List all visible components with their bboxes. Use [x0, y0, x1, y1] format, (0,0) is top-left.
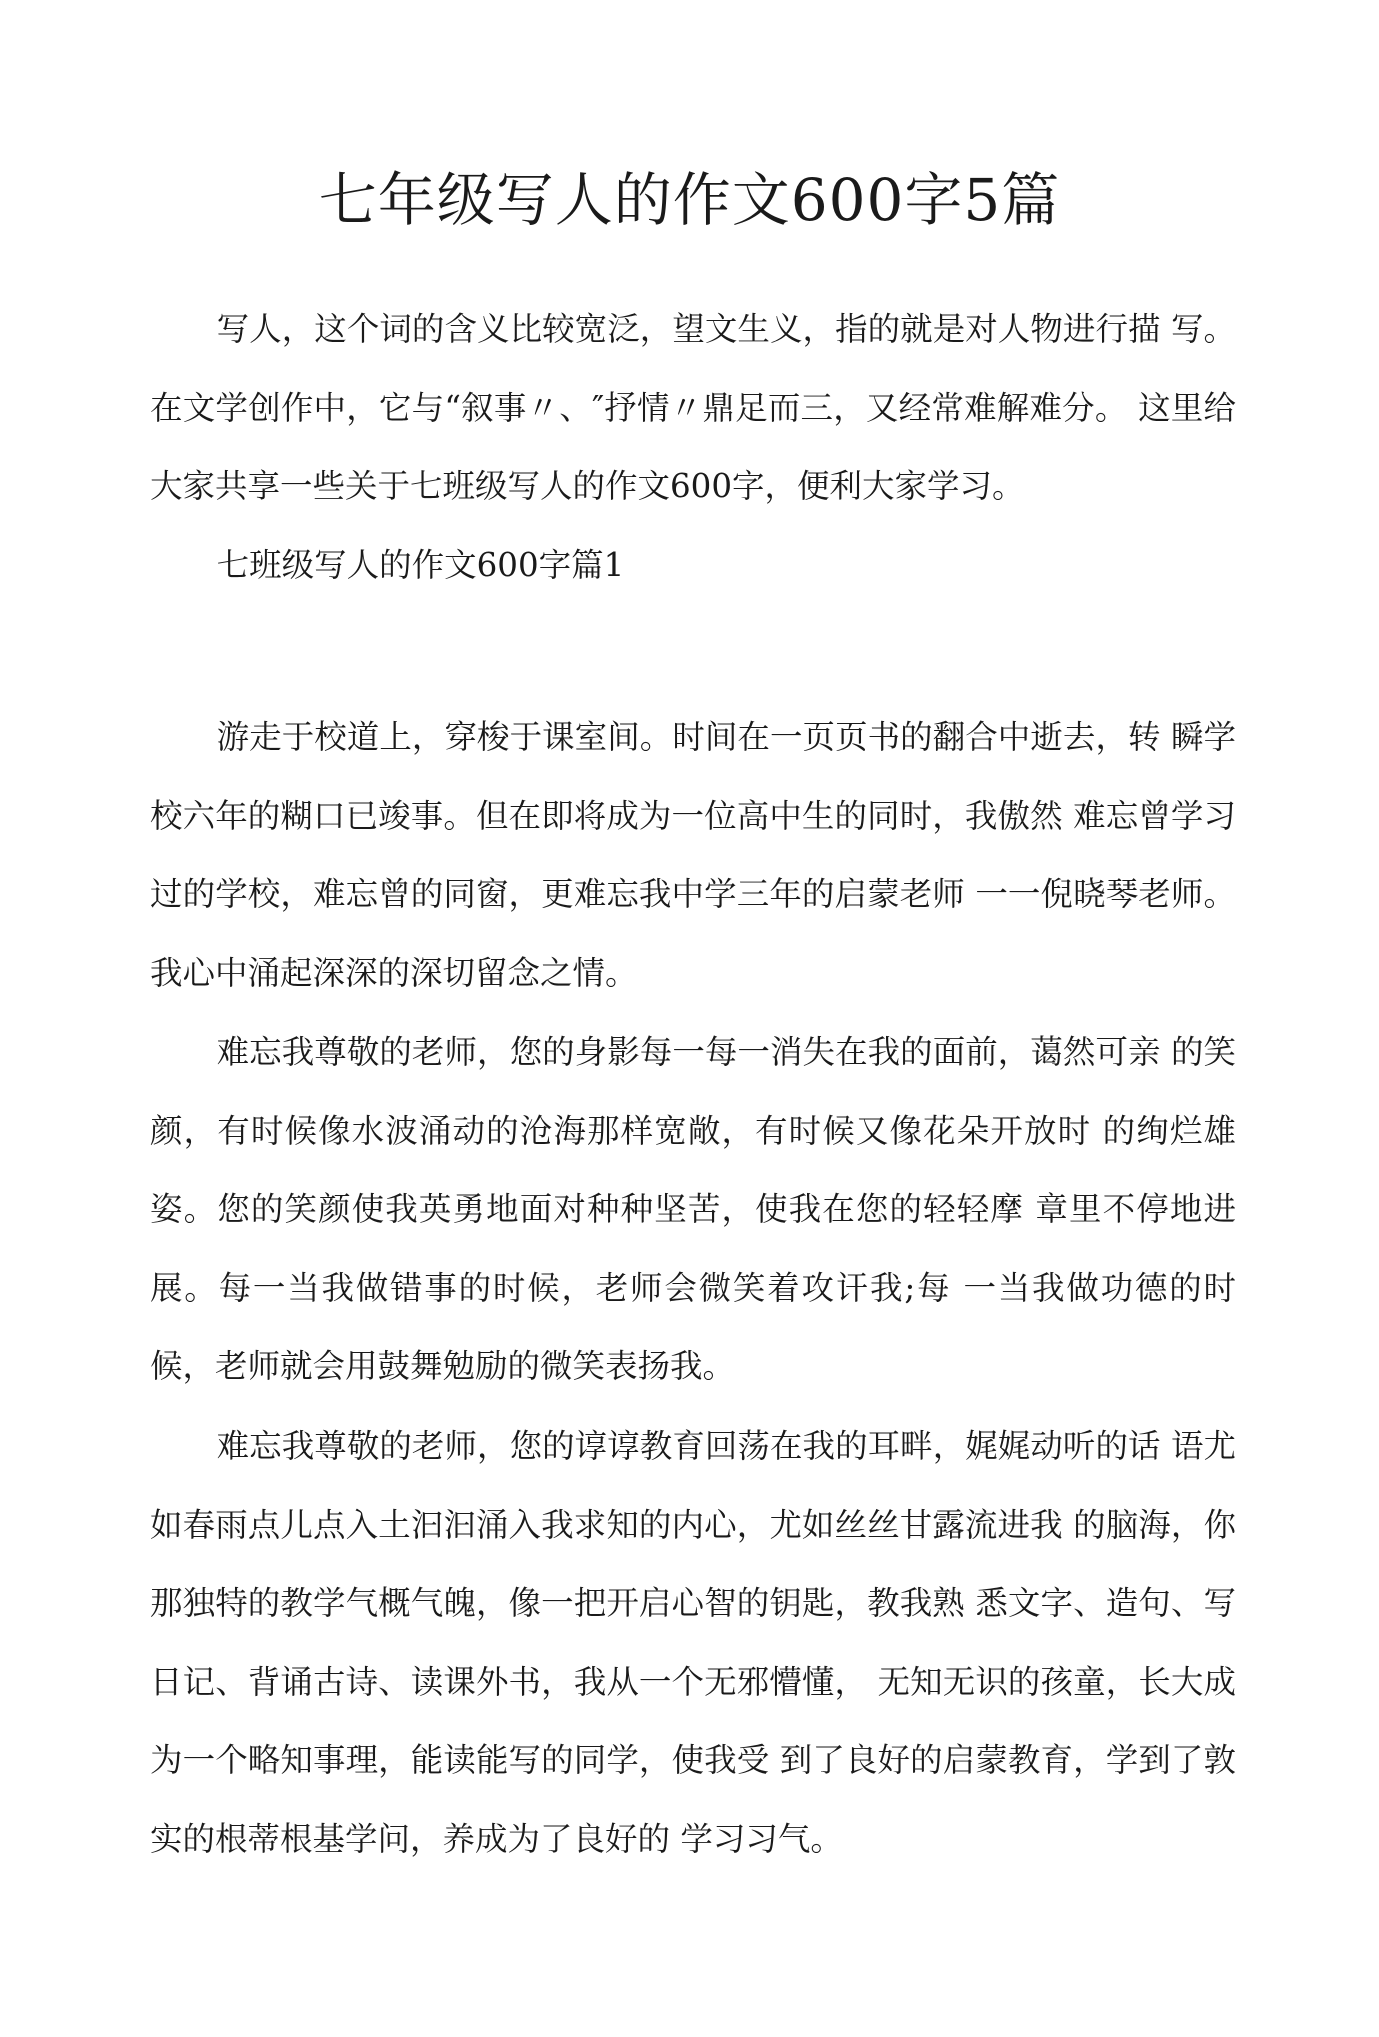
body-paragraph: 游走于校道上，穿梭于课室间。时间在一页页书的翻合中逝去，转 瞬学校六年的糊口已竣事。但在即将成为一位高中生的同时，我傲然 难忘曾学习过的学校，难忘曾的同窗，更难忘我中学三年的启蒙老师 一一倪晓琴老师。我心中涌起深深的深切留念之情。	[150, 718, 1236, 992]
body-paragraph: 难忘我尊敬的老师，您的身影每一每一消失在我的面前，蔼然可亲 的笑颜，有时候像水波涌动的沧海那样宽敞，有时候又像花朵开放时 的绚烂雄姿。您的笑颜使我英勇地面对种种坚苦，使我在您的轻轻摩 章里不停地进展。每一当我做错事的时候，老师会微笑着攻讦我;每 一当我做功德的时候，老师就会用鼓舞勉励的微笑表扬我。	[150, 1033, 1236, 1385]
body-paragraph: 难忘我尊敬的老师，您的谆谆教育回荡在我的耳畔，娓娓动听的话 语尤如春雨点儿点入土汩汩涌入我求知的内心，尤如丝丝甘露流进我 的脑海，你那独特的教学气概气魄，像一把开启心智的钥匙，教我熟 悉文字、造句、写日记、背诵古诗、读课外书，我从一个无邪懵懂， 无知无识的孩童，长大成为一个略知事理，能读能写的同学，使我受 到了良好的启蒙教育，学到了敦实的根蒂根基学问，养成为了良好的 学习习气。	[150, 1427, 1236, 1858]
intro-paragraph: 写人，这个词的含义比较宽泛，望文生义，指的就是对人物进行描 写。在文学创作中，它与“叙事〃、″抒情〃鼎足而三，又经常难解难分。 这里给大家共享一些关于七班级写人的作文600字，便利大家学习。	[150, 310, 1236, 505]
document-title: 七年级写人的作文600字5篇	[318, 166, 1061, 234]
section-heading: 七班级写人的作文600字篇1	[216, 546, 625, 584]
